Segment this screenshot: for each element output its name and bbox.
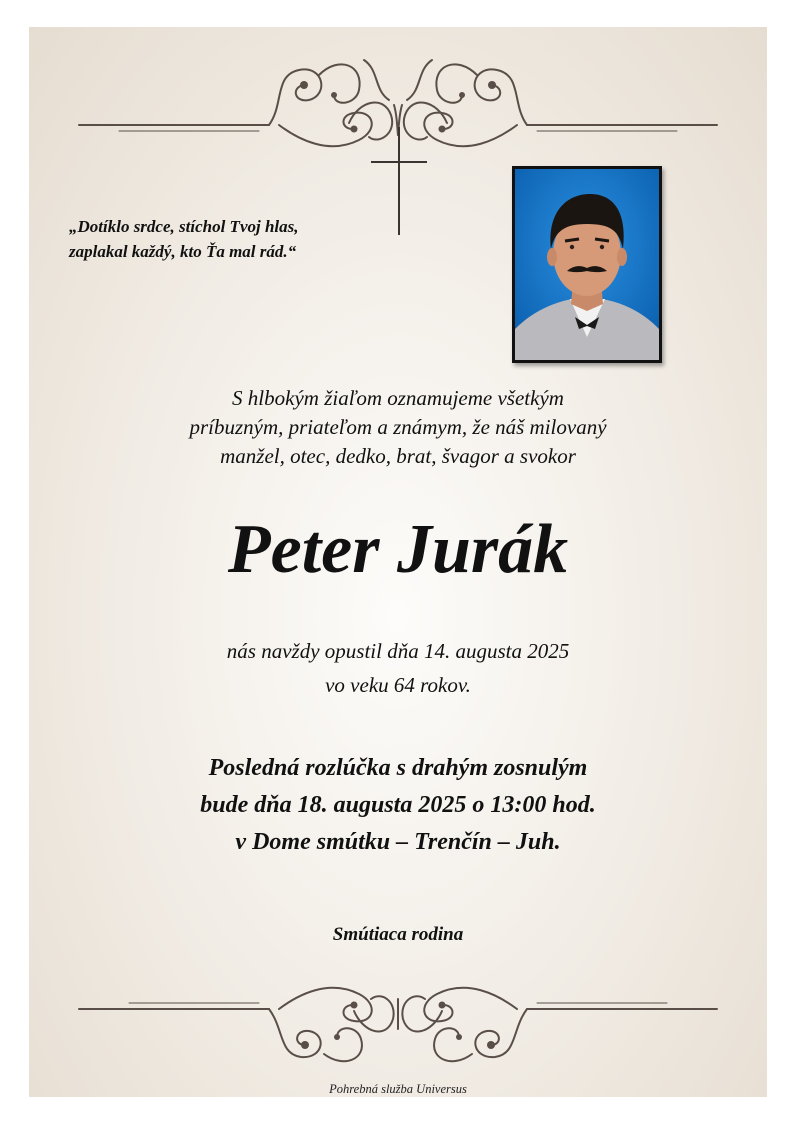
funeral-service-credit: Pohrebná služba Universus	[329, 1082, 467, 1096]
portrait-photo	[512, 166, 662, 363]
announcement-line: príbuzným, priateľom a známym, že náš milovaný	[189, 415, 607, 439]
announcement-line: manžel, otec, dedko, brat, švagor a svokor	[220, 444, 576, 468]
announcement-text	[29, 384, 767, 471]
deceased-name: Peter Jurák	[227, 511, 569, 588]
family-signature: Smútiaca rodina	[332, 924, 464, 945]
farewell-info	[29, 750, 767, 861]
farewell-datetime-line: bude dňa 18. augusta 2025 o 13:00 hod.	[200, 792, 596, 818]
quote-line: zaplakal každý, kto Ťa mal rád.“	[69, 242, 297, 261]
announcement-line: S hlbokým žiaľom oznamujeme všetkým	[232, 386, 564, 410]
obituary-card	[29, 27, 767, 1097]
quote-line: „Dotíklo srdce, stíchol Tvoj hlas,	[69, 217, 299, 236]
memorial-quote	[69, 214, 399, 264]
flourish-ornament-icon	[29, 959, 767, 1079]
portrait-illustration	[515, 169, 659, 360]
farewell-location-line: v Dome smútku – Trenčín – Juh.	[235, 829, 561, 855]
death-info	[29, 634, 767, 702]
death-date-line: nás navždy opustil dňa 14. augusta 2025	[226, 639, 570, 663]
age-line: vo veku 64 rokov.	[325, 673, 471, 697]
farewell-line: Posledná rozlúčka s drahým zosnulým	[208, 755, 588, 781]
